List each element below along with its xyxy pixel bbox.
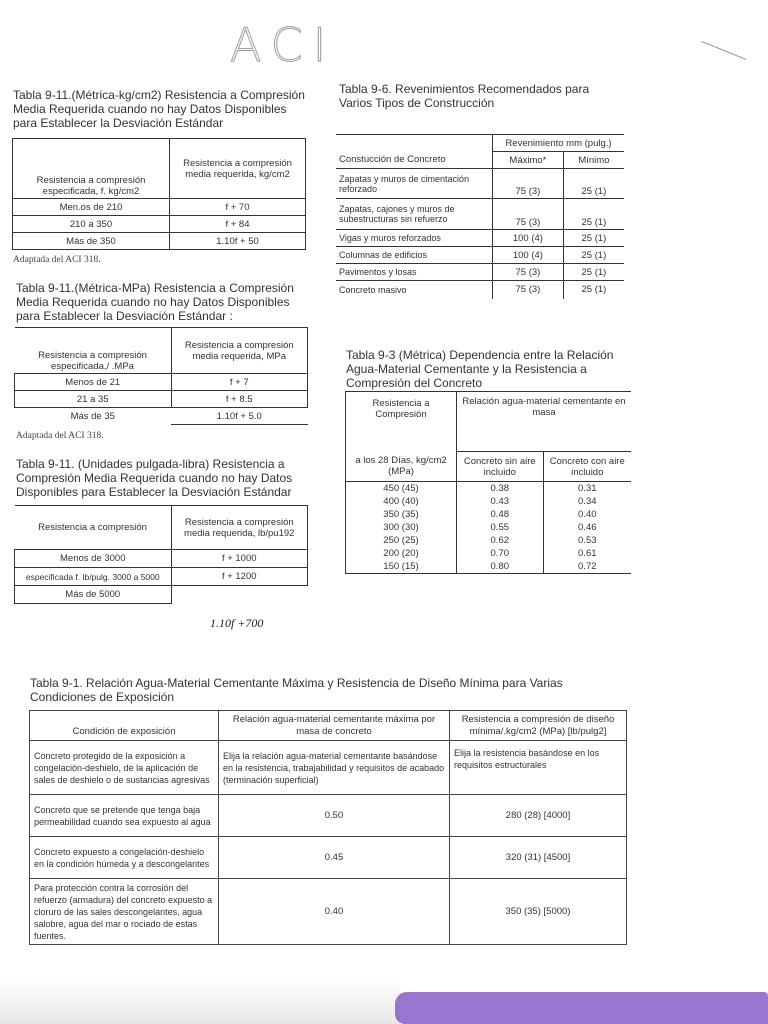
- t911-psi-r1c1: f + 1200: [171, 568, 308, 586]
- t91-r3c0: Para protección contra la corrosión del refuerzo (armadura) del concreto expuesto a cloruro de las sales descongelantes, agua salobre, agua del mar o rociado de estas fuentes.: [30, 879, 219, 945]
- t911-psi-r1c0: especificada f. lb/pulg. 3000 a 5000: [15, 568, 172, 586]
- t91-r0c2: Elija la resistencia basándose en los requisitos estructurales: [450, 741, 627, 795]
- t911-kg-caption: Tabla 9-11.(Métrica-kg/cm2) Resistencia a Compresión Media Requerida cuando no hay Datos Disponibles para Establecer la Desviación Estándar: [13, 88, 305, 130]
- t911-mpa-table: [14, 327, 308, 425]
- t96-r4c1: 75 (3): [493, 264, 564, 281]
- t911-kg-note: Adaptada del ACI 318.: [13, 255, 101, 265]
- t93-r5c2: 0.61: [543, 547, 631, 560]
- t93-col2: Concreto sin aire incluido: [457, 452, 544, 482]
- t911-psi-r0c1: f + 1000: [171, 550, 308, 568]
- pen-stroke: [702, 41, 747, 60]
- t96-r1c1: 75 (3): [493, 199, 564, 230]
- t91-r1c0: Concreto que se pretende que tenga baja permeabilidad cuando sea expuesto al agua: [30, 795, 219, 837]
- t911-psi-r0c0: Menos de 3000: [15, 550, 172, 568]
- scan-shadow: [0, 978, 400, 1024]
- t96-col3: Mínimo: [563, 152, 624, 169]
- t911-mpa-r0c0: Menos de 21: [15, 374, 172, 391]
- t96-col2: Máximo*: [493, 152, 564, 169]
- t91-col2: Relación agua-material cementante máxima por masa de concreto: [219, 711, 450, 741]
- t96-r1c2: 25 (1): [563, 199, 624, 230]
- t911-psi-r2c1: [171, 586, 308, 604]
- t96-blank: [336, 135, 493, 152]
- t93-r6c1: 0.80: [457, 560, 544, 574]
- t911-mpa-r2c1: 1.10f + 5.0: [171, 408, 308, 425]
- t96-r4c0: Pavimentos y losas: [336, 264, 493, 281]
- t96-r3c0: Columnas de edificios: [336, 247, 493, 264]
- t96-r3c1: 100 (4): [493, 247, 564, 264]
- t93-r3c2: 0.46: [543, 521, 631, 534]
- t911-psi-col1: Resistencia a compresión: [15, 506, 172, 550]
- t93-r0c1: 0.38: [457, 482, 544, 496]
- t93-col3: Concreto con aire incluido: [543, 452, 631, 482]
- t96-r4c2: 25 (1): [563, 264, 624, 281]
- t91-table: [29, 710, 627, 945]
- t93-r3c1: 0.55: [457, 521, 544, 534]
- t93-r6c2: 0.72: [543, 560, 631, 574]
- t91-r2c2: 320 (31) [4500]: [450, 837, 627, 879]
- t93-table: [345, 391, 631, 574]
- t91-r1c2: 280 (28) [4000]: [450, 795, 627, 837]
- t93-r4c1: 0.62: [457, 534, 544, 547]
- t911-mpa-note: Adaptada del ACI 318.: [16, 431, 104, 441]
- t911-kg-col1: Resistencia a compresión especificada, f. kg/cm2: [13, 139, 170, 199]
- t96-group-header: Revenimiento mm (pulg.): [493, 135, 625, 152]
- t96-r2c2: 25 (1): [563, 230, 624, 247]
- t93-r6c0: 150 (15): [346, 560, 457, 574]
- t911-psi-table: [14, 505, 308, 604]
- t911-mpa-col1: Resistencia a compresión especificada,/ .MPa: [15, 328, 172, 374]
- t93-r1c2: 0.34: [543, 495, 631, 508]
- t96-r5c2: 25 (1): [563, 281, 624, 299]
- t93-col1b: a los 28 Días, kg/cm2 (MPa): [346, 452, 457, 482]
- aci-logo: ACI: [230, 18, 337, 72]
- t911-mpa-caption: Tabla 9-11.(Métrica-MPa) Resistencia a Compresión Media Requerida cuando no hay Datos Disponibles para Establecer la Desviación Estándar :: [16, 281, 294, 323]
- t911-mpa-col2: Resistencia a compresión media requerida, MPa: [171, 328, 308, 374]
- t91-col1: Condición de exposición: [30, 711, 219, 741]
- t911-kg-r2c1: 1.10f + 50: [170, 233, 306, 250]
- t96-col1: Constucción de Concreto: [336, 152, 493, 169]
- t96-r3c2: 25 (1): [563, 247, 624, 264]
- t93-r5c0: 200 (20): [346, 547, 457, 560]
- t91-r2c1: 0.45: [219, 837, 450, 879]
- t91-col3: Resistencia a compresión de diseño mínima/.kg/cm2 (MPa) [lb/pulg2]: [450, 711, 627, 741]
- t91-caption: Tabla 9-1. Relación Agua-Material Cementante Máxima y Resistencia de Diseño Mínima para Varias Condiciones de Exposición: [30, 676, 563, 704]
- t93-r2c2: 0.40: [543, 508, 631, 521]
- t93-r1c1: 0.43: [457, 495, 544, 508]
- t93-r0c0: 450 (45): [346, 482, 457, 496]
- t96-r5c1: 75 (3): [493, 281, 564, 299]
- t911-mpa-r1c1: f + 8.5: [171, 391, 308, 408]
- t911-mpa-r1c0: 21 a 35: [15, 391, 172, 408]
- t911-psi-caption: Tabla 9-11. (Unidades pulgada-libra) Resistencia a Compresión Media Requerida cuando no hay Datos Disponibles para Establecer la Desviación Estándar: [16, 457, 293, 499]
- t93-group-header: Relación agua-material cementante en masa: [457, 392, 632, 452]
- t91-r1c1: 0.50: [219, 795, 450, 837]
- t91-r0c0: Concreto protegido de la exposición a congelación-deshielo, de la aplicación de sales de deshielo o de sustancias agresivas: [30, 741, 219, 795]
- t911-psi-r2c0: Más de 5000: [15, 586, 172, 604]
- t96-r0c0: Zapatas y muros de cimentación reforzado: [336, 169, 493, 199]
- t96-r2c1: 100 (4): [493, 230, 564, 247]
- t96-table: [336, 134, 624, 299]
- t91-r3c1: 0.40: [219, 879, 450, 945]
- t96-r1c0: Zapatas, cajones y muros de subestructuras sin refuerzo: [336, 199, 493, 230]
- t911-kg-table: [12, 138, 306, 250]
- t911-kg-r1c1: f + 84: [170, 216, 306, 233]
- t91-r0c1: Elija la relación agua-material cementante basándose en la resistencia, trabajabilidad y requisitos de acabado (terminación superficial): [219, 741, 450, 795]
- t93-caption: Tabla 9-3 (Métrica) Dependencia entre la Relación Agua-Material Cementante y la Resistencia a Compresión del Concreto: [346, 348, 614, 390]
- t93-r2c1: 0.48: [457, 508, 544, 521]
- t96-r0c1: 75 (3): [493, 169, 564, 199]
- t93-r0c2: 0.31: [543, 482, 631, 496]
- t911-kg-r1c0: 210 a 350: [13, 216, 170, 233]
- t93-r4c2: 0.53: [543, 534, 631, 547]
- t93-r4c0: 250 (25): [346, 534, 457, 547]
- t911-kg-r0c1: f + 70: [170, 199, 306, 216]
- t93-r2c0: 350 (35): [346, 508, 457, 521]
- t93-r3c0: 300 (30): [346, 521, 457, 534]
- t911-mpa-r2c0: Más de 35: [70, 410, 115, 422]
- t93-r5c1: 0.70: [457, 547, 544, 560]
- t93-r1c0: 400 (40): [346, 495, 457, 508]
- t96-r2c0: Vigas y muros reforzados: [336, 230, 493, 247]
- t911-kg-r2c0: Más de 350: [13, 233, 170, 250]
- t91-r3c2: 350 (35) [5000): [450, 879, 627, 945]
- t911-psi-extra: 1.10f +700: [210, 616, 264, 630]
- t911-kg-col2: Resistencia a compresión media requerida, kg/cm2: [170, 139, 306, 199]
- t93-col1a: Resistencia a Compresión: [346, 392, 457, 452]
- t96-r0c2: 25 (1): [563, 169, 624, 199]
- t911-psi-col2: Resistencia a compresión media requerida, lb/pu192: [171, 506, 308, 550]
- t911-kg-r0c0: Men.os de 210: [13, 199, 170, 216]
- t96-caption: Tabla 9-6. Revenimientos Recomendados para Varios Tipos de Construcción: [339, 82, 590, 110]
- highlighter-mark: [395, 992, 768, 1024]
- t911-mpa-r0c1: f + 7: [171, 374, 308, 391]
- t91-r2c0: Concreto expuesto a congelación-deshielo en la condición húmeda y a descongelantes: [30, 837, 219, 879]
- t96-r5c0: Concreto masivo: [339, 284, 407, 295]
